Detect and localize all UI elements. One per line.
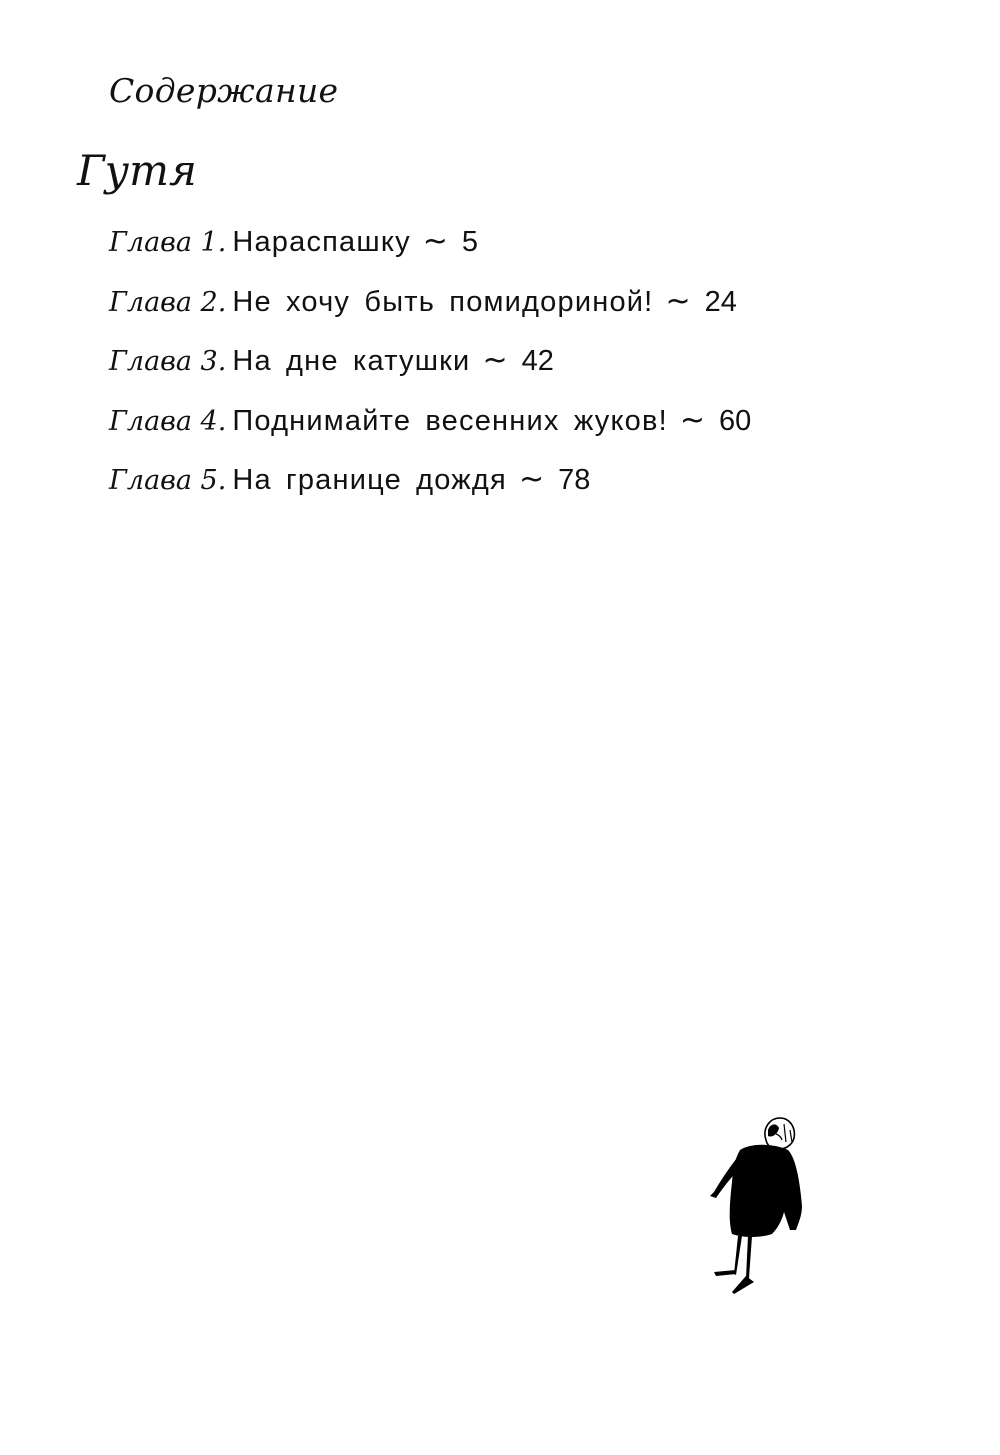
chapter-number: Глава 5. (109, 465, 227, 496)
chapter-entry-5[interactable] (109, 456, 751, 516)
figure-leg (734, 1236, 742, 1275)
tilde-separator: ~ (665, 283, 691, 319)
chapter-number: Глава 3. (109, 346, 227, 377)
figure-foot (714, 1270, 736, 1276)
chapter-entry-4[interactable] (109, 397, 751, 457)
standing-figure-illustration (700, 1112, 810, 1297)
tilde-separator: ~ (518, 462, 545, 497)
chapter-number: Глава 4. (109, 405, 227, 437)
figure-foot (732, 1276, 754, 1294)
chapter-entry-2[interactable] (109, 278, 751, 338)
chapter-list (109, 218, 751, 516)
tilde-separator: ~ (482, 343, 508, 378)
chapter-title: На границе дождя (232, 464, 507, 496)
chapter-page-number: 5 (461, 226, 479, 258)
figure-leg (746, 1236, 752, 1278)
chapter-entry-3[interactable] (109, 337, 751, 397)
chapter-entry-1[interactable] (109, 218, 751, 278)
chapter-title: Поднимайте весенних жуков! (232, 404, 668, 437)
chapter-number: Глава 2. (109, 286, 227, 318)
part-title: Гутя (77, 146, 197, 195)
chapter-page-number: 24 (704, 285, 737, 318)
chapter-page-number: 42 (521, 345, 554, 377)
tilde-separator: ~ (679, 402, 706, 438)
chapter-page-number: 60 (719, 404, 752, 437)
tilde-separator: ~ (422, 224, 448, 259)
chapter-title: Не хочу быть помидориной! (232, 285, 654, 318)
chapter-number: Глава 1. (109, 227, 227, 258)
chapter-title: На дне катушки (232, 345, 471, 377)
chapter-page-number: 78 (558, 464, 591, 496)
chapter-title: Нараспашку (232, 226, 411, 258)
toc-heading: Содержание (109, 71, 339, 110)
